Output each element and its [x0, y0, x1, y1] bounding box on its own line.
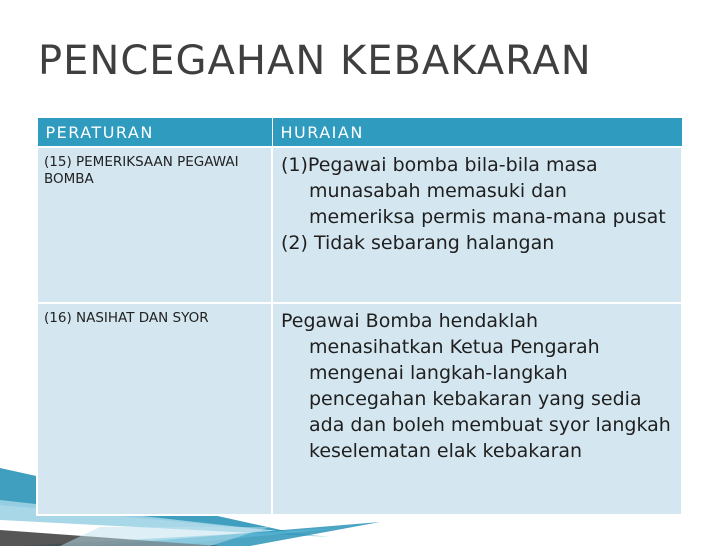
page-title: PENCEGAHAN KEBAKARAN [38, 38, 592, 84]
table-row [37, 147, 682, 303]
rule-cell: (16) NASIHAT DAN SYOR [37, 303, 272, 515]
table-header-row [37, 118, 682, 148]
table-row [37, 303, 682, 515]
column-header-huraian: HURAIAN [272, 118, 682, 148]
rule-cell: (15) PEMERIKSAAN PEGAWAI BOMBA [37, 147, 272, 303]
description-paragraph: Pegawai Bomba hendaklah menasihatkan Ketua Pengarah mengenai langkah-langkah pencegahan kebakaran yang sedia ada dan boleh membuat syor langkah keselematan elak kebakaran [281, 310, 671, 462]
regulation-table [36, 117, 683, 516]
description-cell [272, 147, 682, 303]
description-paragraph: (1)Pegawai bomba bila-bila masa munasabah memasuki dan memeriksa permis mana-mana pusat [281, 154, 666, 228]
description-paragraph: (2) Tidak sebarang halangan [281, 232, 555, 254]
description-cell [272, 303, 682, 515]
column-header-peraturan: PERATURAN [37, 118, 272, 148]
